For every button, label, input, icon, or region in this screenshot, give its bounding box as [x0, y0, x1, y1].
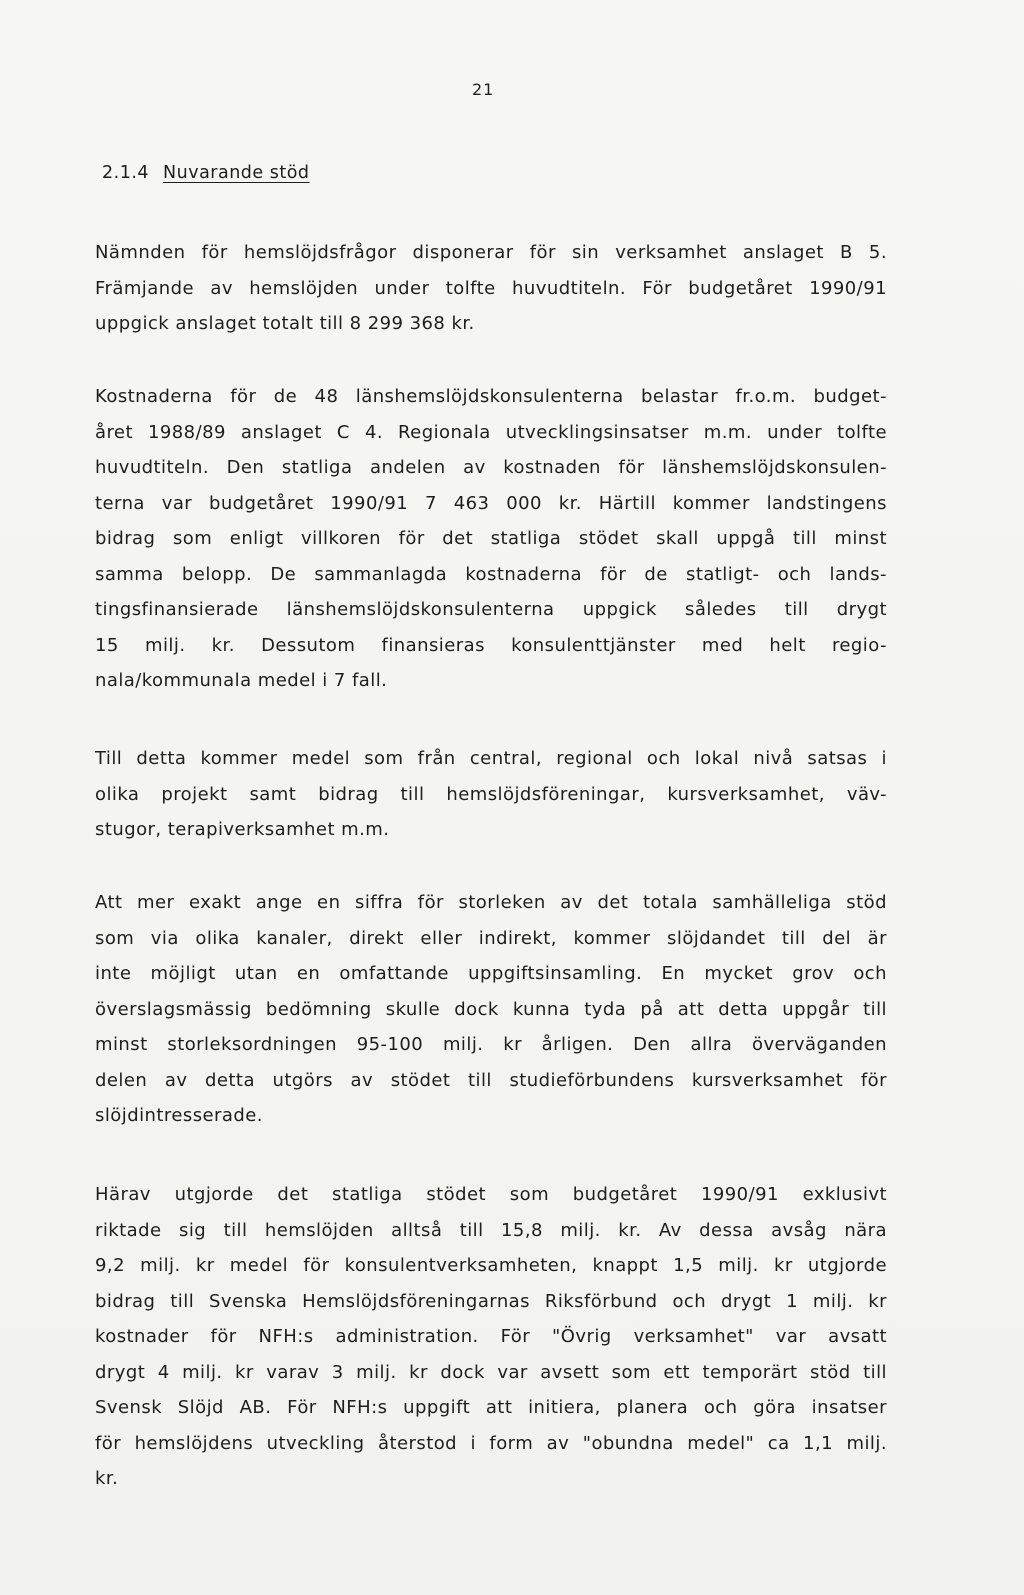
- text-line: drygt 4 milj. kr varav 3 milj. kr dock var avsett som ett temporärt stöd till: [95, 1361, 887, 1383]
- text-line: uppgick anslaget totalt till 8 299 368 kr.: [95, 313, 475, 334]
- text-line: huvudtiteln. Den statliga andelen av kostnaden för länshemslöjdskonsulen-: [95, 457, 887, 478]
- text-line: Svensk Slöjd AB. För NFH:s uppgift att initiera, planera och göra insatser: [95, 1397, 887, 1418]
- paragraph: [95, 741, 887, 848]
- text-line: stugor, terapiverksamhet m.m.: [95, 819, 390, 840]
- text-line: Att mer exakt ange en siffra för storleken av det totala samhälleliga stöd: [95, 892, 887, 913]
- text-line: Kostnaderna för de 48 länshemslöjdskonsulenterna belastar fr.o.m. budget-: [95, 386, 887, 407]
- text-line: riktade sig till hemslöjden alltså till 15,8 milj. kr. Av dessa avsåg nära: [95, 1219, 887, 1241]
- section-heading: [102, 163, 310, 183]
- text-line: för hemslöjdens utveckling återstod i form av "obundna medel" ca 1,1 milj.: [95, 1432, 887, 1454]
- paragraph: [95, 1177, 887, 1497]
- text-line: bidrag som enligt villkoren för det statliga stödet skall uppgå till minst: [95, 528, 887, 549]
- text-line: samma belopp. De sammanlagda kostnaderna för de statligt- och lands-: [95, 563, 887, 585]
- text-line: nala/kommunala medel i 7 fall.: [95, 670, 388, 691]
- text-line: Nämnden för hemslöjdsfrågor disponerar för sin verksamhet anslaget B 5.: [95, 242, 887, 263]
- text-line: 9,2 milj. kr medel för konsulentverksamheten, knappt 1,5 milj. kr utgjorde: [95, 1255, 887, 1276]
- text-line: 15 milj. kr. Dessutom finansieras konsulenttjänster med helt regio-: [95, 634, 887, 656]
- text-line: bidrag till Svenska Hemslöjdsföreningarnas Riksförbund och drygt 1 milj. kr: [95, 1290, 887, 1312]
- text-line: kr.: [95, 1468, 119, 1489]
- paragraph: [95, 235, 887, 342]
- paragraph: [95, 885, 887, 1134]
- page-number: 21: [472, 80, 495, 99]
- section-title: Nuvarande stöd: [163, 163, 310, 183]
- paragraph: [95, 379, 887, 699]
- text-line: Till detta kommer medel som från central, regional och lokal nivå satsas i: [95, 748, 887, 769]
- text-line: Främjande av hemslöjden under tolfte huvudtiteln. För budgetåret 1990/91: [95, 277, 887, 299]
- text-line: året 1988/89 anslaget C 4. Regionala utvecklingsinsatser m.m. under tolfte: [95, 421, 887, 443]
- text-line: delen av detta utgörs av stödet till studieförbundens kursverksamhet för: [95, 1069, 887, 1091]
- text-line: Härav utgjorde det statliga stödet som budgetåret 1990/91 exklusivt: [95, 1184, 887, 1205]
- section-number: 2.1.4: [102, 163, 150, 183]
- text-line: terna var budgetåret 1990/91 7 463 000 kr. Härtill kommer landstingens: [95, 492, 887, 514]
- text-line: slöjdintresserade.: [95, 1105, 263, 1126]
- text-line: inte möjligt utan en omfattande uppgiftsinsamling. En mycket grov och: [95, 963, 887, 984]
- text-line: minst storleksordningen 95-100 milj. kr årligen. Den allra överväganden: [95, 1034, 887, 1055]
- text-line: olika projekt samt bidrag till hemslöjdsföreningar, kursverksamhet, väv-: [95, 783, 887, 805]
- text-line: tingsfinansierade länshemslöjdskonsulenterna uppgick således till drygt: [95, 599, 887, 620]
- text-line: som via olika kanaler, direkt eller indirekt, kommer slöjdandet till del är: [95, 927, 887, 949]
- text-line: överslagsmässig bedömning skulle dock kunna tyda på att detta uppgår till: [95, 998, 887, 1020]
- text-line: kostnader för NFH:s administration. För "Övrig verksamhet" var avsatt: [95, 1326, 887, 1347]
